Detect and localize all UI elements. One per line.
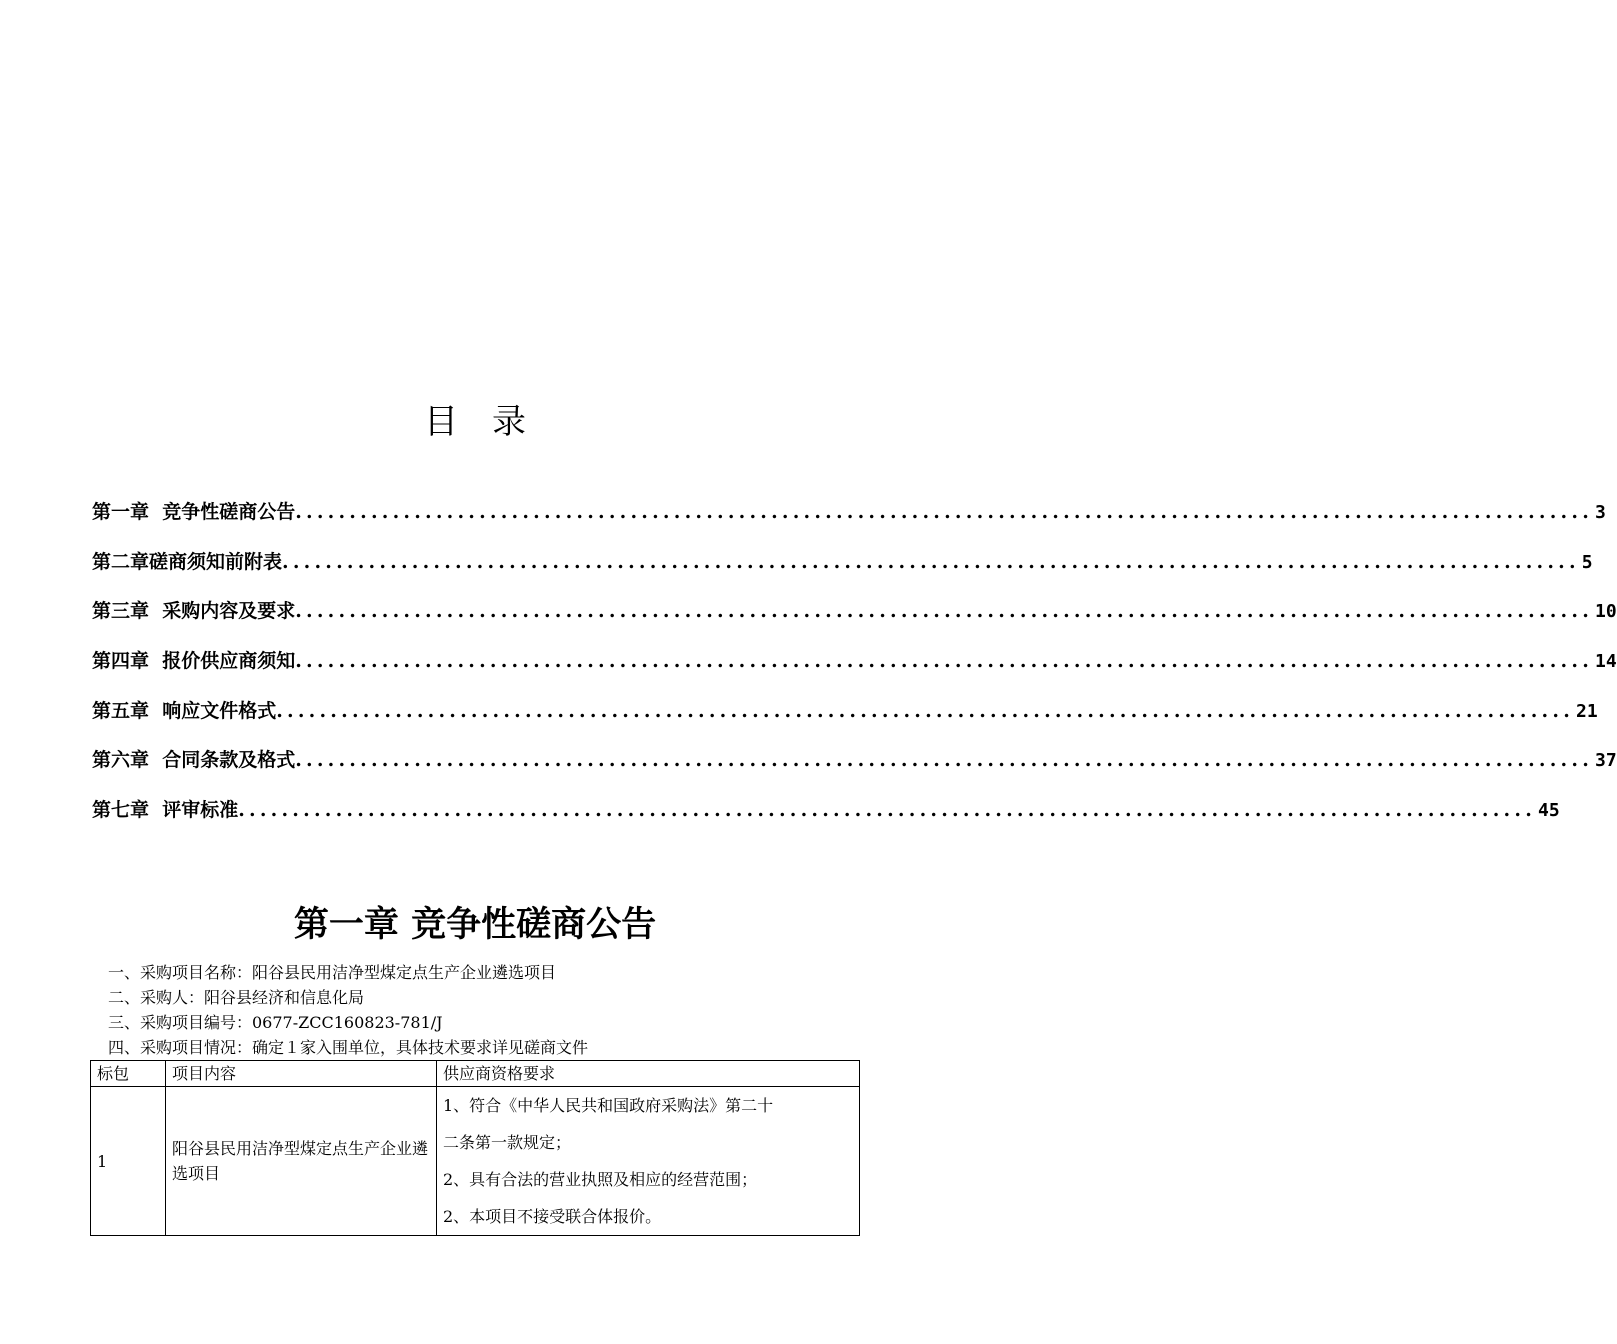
requirement-line: 二条第一款规定； xyxy=(443,1133,572,1152)
requirement-line: 1、符合《中华人民共和国政府采购法》第二十 xyxy=(443,1096,774,1115)
toc-entry-label: 第五章 响应文件格式 xyxy=(92,699,277,722)
toc-leader-dots: ........................................................................................................................ xyxy=(295,749,1594,772)
toc-entry-page: 21 xyxy=(1576,700,1598,722)
package-cell: 1 xyxy=(91,1087,166,1236)
toc-entry-page: 5 xyxy=(1581,551,1593,573)
toc-entry-label: 第六章 合同条款及格式 xyxy=(92,749,296,772)
toc-title: 目录 xyxy=(424,402,560,442)
chapter-title: 第一章 竞争性磋商公告 xyxy=(293,905,657,945)
project-cell: 阳谷县民用洁净型煤定点生产企业遴选项目 xyxy=(166,1087,437,1236)
toc-entry-label: 第三章 采购内容及要求 xyxy=(92,600,296,623)
toc-leader-dots: ........................................................................................................................ xyxy=(295,650,1594,673)
toc-leader-dots: ........................................................................................................................ xyxy=(282,550,1580,573)
purchaser-line: 二、采购人：阳谷县经济和信息化局 xyxy=(108,988,365,1007)
toc-entry[interactable] xyxy=(92,745,1617,795)
toc-entry[interactable] xyxy=(92,547,1593,597)
requirement-line: 2、具有合法的营业执照及相应的经营范围； xyxy=(443,1170,758,1189)
project-name-line: 一、采购项目名称：阳谷县民用洁净型煤定点生产企业遴选项目 xyxy=(108,963,557,982)
project-number-line: 三、采购项目编号：0677-ZCC160823-781/J xyxy=(108,1013,443,1032)
toc-entry-label: 第二章磋商须知前附表 xyxy=(92,550,283,573)
toc-entry-page: 10 xyxy=(1595,601,1617,623)
toc-entry-label: 第七章 评审标准 xyxy=(92,799,239,822)
toc-entry[interactable] xyxy=(92,596,1617,646)
toc-entry-label: 第四章 报价供应商须知 xyxy=(92,650,296,673)
table-of-contents xyxy=(92,497,1617,845)
toc-entry-page: 37 xyxy=(1595,750,1617,772)
toc-entry-page: 14 xyxy=(1595,651,1617,673)
toc-entry[interactable] xyxy=(92,696,1598,746)
toc-entry[interactable] xyxy=(92,646,1617,696)
requirements-table xyxy=(90,1060,860,1236)
toc-entry-page: 3 xyxy=(1595,502,1606,523)
toc-leader-dots: ........................................................................................................................ xyxy=(276,699,1575,722)
toc-leader-dots: ........................................................................................................................ xyxy=(238,799,1537,822)
column-header-project: 项目内容 xyxy=(166,1061,437,1087)
project-situation-line: 四、采购项目情况：确定１家入围单位，具体技术要求详见磋商文件 xyxy=(108,1038,589,1057)
column-header-qualification: 供应商资格要求 xyxy=(437,1061,860,1087)
qualification-cell xyxy=(437,1087,860,1236)
toc-entry[interactable] xyxy=(92,497,1606,547)
toc-entry-page: 45 xyxy=(1538,800,1560,822)
column-header-package: 标包 xyxy=(91,1061,166,1087)
table-row xyxy=(91,1087,860,1236)
table-header-row xyxy=(91,1061,860,1087)
toc-leader-dots: ........................................................................................................................ xyxy=(295,600,1594,623)
toc-entry[interactable] xyxy=(92,795,1560,845)
requirement-line: 2、本项目不接受联合体报价。 xyxy=(443,1207,662,1226)
toc-entry-label: 第一章 竞争性磋商公告 xyxy=(92,501,296,523)
toc-leader-dots: ........................................................................................................................ xyxy=(295,501,1594,523)
